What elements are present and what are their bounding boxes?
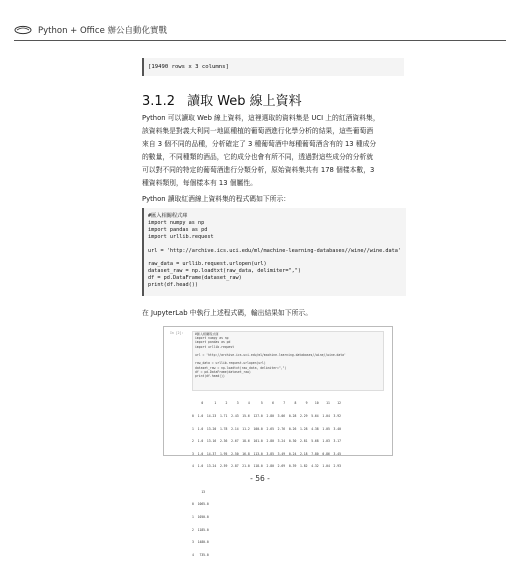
paragraph-line: 的數量，不同種類的酒品，它的成分也會有所不同，透過對這些成分的分析就: [142, 153, 374, 161]
paragraph-line: Python 讀取紅酒線上資料集的程式碼如下所示：: [142, 195, 291, 203]
table-row: 0 1065.0: [192, 502, 209, 507]
screenshot-code-line: import urllib.request: [195, 344, 235, 349]
code-line: [144, 241, 406, 248]
section-heading: [142, 90, 302, 109]
screenshot-code-line: url = 'http://archive.ics.uci.edu/ml/machine-learning-databases//wine//wine.data': [195, 353, 346, 358]
page-number: - 56 -: [250, 474, 270, 483]
paragraph-code-intro: [142, 193, 404, 206]
table-row: 2 1.0 13.16 2.36 2.67 18.6 101.0 2.80 3.24 0.30 2.81 5.68 1.03 3.17: [192, 439, 342, 444]
book-logo-icon: [14, 25, 32, 35]
screenshot-code-line: import numpy as np: [195, 336, 229, 341]
table-row: 2 1185.0: [192, 527, 209, 532]
table-row: 3 1.0 14.37 1.95 2.50 16.8 113.0 3.85 3.49 0.24 2.18 7.80 0.86 3.45: [192, 451, 342, 456]
paragraph-line: 可以對不同的特定的葡萄酒進行分類分析，原始資料集共有 178 個樣本數，3: [142, 166, 375, 174]
code-line: raw_data = urllib.request.urlopen(url): [148, 261, 267, 268]
table-row: 0 1 2 3 4 5 6 7 8 9 10 11 12: [192, 401, 342, 406]
running-header: [14, 22, 167, 38]
table-row: 4 735.0: [192, 552, 209, 557]
table-row: 1 1.0 13.20 1.78 2.14 11.2 100.0 2.65 2.76 0.26 1.28 4.38 1.05 3.40: [192, 426, 342, 431]
code-line: [144, 254, 406, 261]
screenshot-code-line: #匯入相關程式庫: [195, 332, 219, 336]
table-row: 13: [192, 489, 206, 494]
paragraph-line: 該資料集是對義大利同一地區種植的葡萄酒進行化學分析的結果，這些葡萄酒: [142, 127, 374, 135]
table-row: 4 1.0 13.24 2.59 2.87 21.0 118.0 2.80 2.69 0.39 1.82 4.32 1.04 2.93: [192, 464, 342, 469]
code-line: import pandas as pd: [148, 226, 208, 233]
code-line: #匯入相關程式庫: [148, 213, 188, 219]
code-line: df = pd.DataFrame(dataset_raw): [148, 275, 242, 282]
code-line: import numpy as np: [148, 219, 205, 226]
paragraph-intro: [142, 112, 404, 190]
section-number: 3.1.2: [142, 94, 176, 109]
code-block: [142, 208, 406, 296]
header-rule: [14, 40, 506, 41]
output-code-box: [142, 58, 404, 76]
code-line: url = 'http://archive.ics.uci.edu/ml/machine-learning-databases//wine//wine.data': [148, 247, 401, 254]
screenshot-code-line: raw_data = urllib.request.urlopen(url): [195, 361, 266, 366]
paragraph-line: Python 可以讀取 Web 線上資料，這裡選取的資料集是 UCI 上的紅酒資料集，: [142, 114, 380, 122]
section-title: 讀取 Web 線上資料: [187, 94, 302, 109]
output-line: [19490 rows x 3 columns]: [148, 64, 229, 70]
cell-prompt: In [2]:: [170, 331, 184, 335]
paragraph-line: 來自 3 個不同的品種，分析確定了 3 種葡萄酒中每種葡萄酒含有的 13 種成分: [142, 140, 377, 148]
header-title: Python + Office 辦公自動化實戰: [38, 26, 168, 36]
code-line: print(df.head()): [148, 282, 198, 289]
screenshot-code-line: import pandas as pd: [195, 340, 231, 345]
screenshot-code-line: dataset_raw = np.loadtxt(raw_data, delimiter=","): [195, 365, 287, 370]
table-row: 1 1050.0: [192, 514, 209, 519]
table-row: 0 1.0 14.23 1.71 2.43 15.6 127.0 2.80 3.06 0.28 2.29 5.64 1.04 3.92: [192, 414, 342, 419]
screenshot-code-line: df = pd.DataFrame(dataset_raw): [195, 369, 251, 374]
jupyterlab-screenshot: [163, 326, 393, 557]
paragraph-output-intro: [142, 307, 404, 320]
paragraph-line: 種資料類別，每個樣本有 13 個屬性。: [142, 179, 257, 187]
screenshot-code-line: print(df.head()): [195, 374, 225, 379]
paragraph-line: 在 JupyterLab 中執行上述程式碼，輸出結果如下所示。: [142, 309, 313, 317]
table-row: 3 1480.0: [192, 540, 209, 545]
screenshot-code-cell: [192, 331, 384, 391]
code-line: import urllib.request: [148, 233, 214, 240]
code-line: dataset_raw = np.loadtxt(raw_data, delimiter=","): [148, 268, 302, 275]
